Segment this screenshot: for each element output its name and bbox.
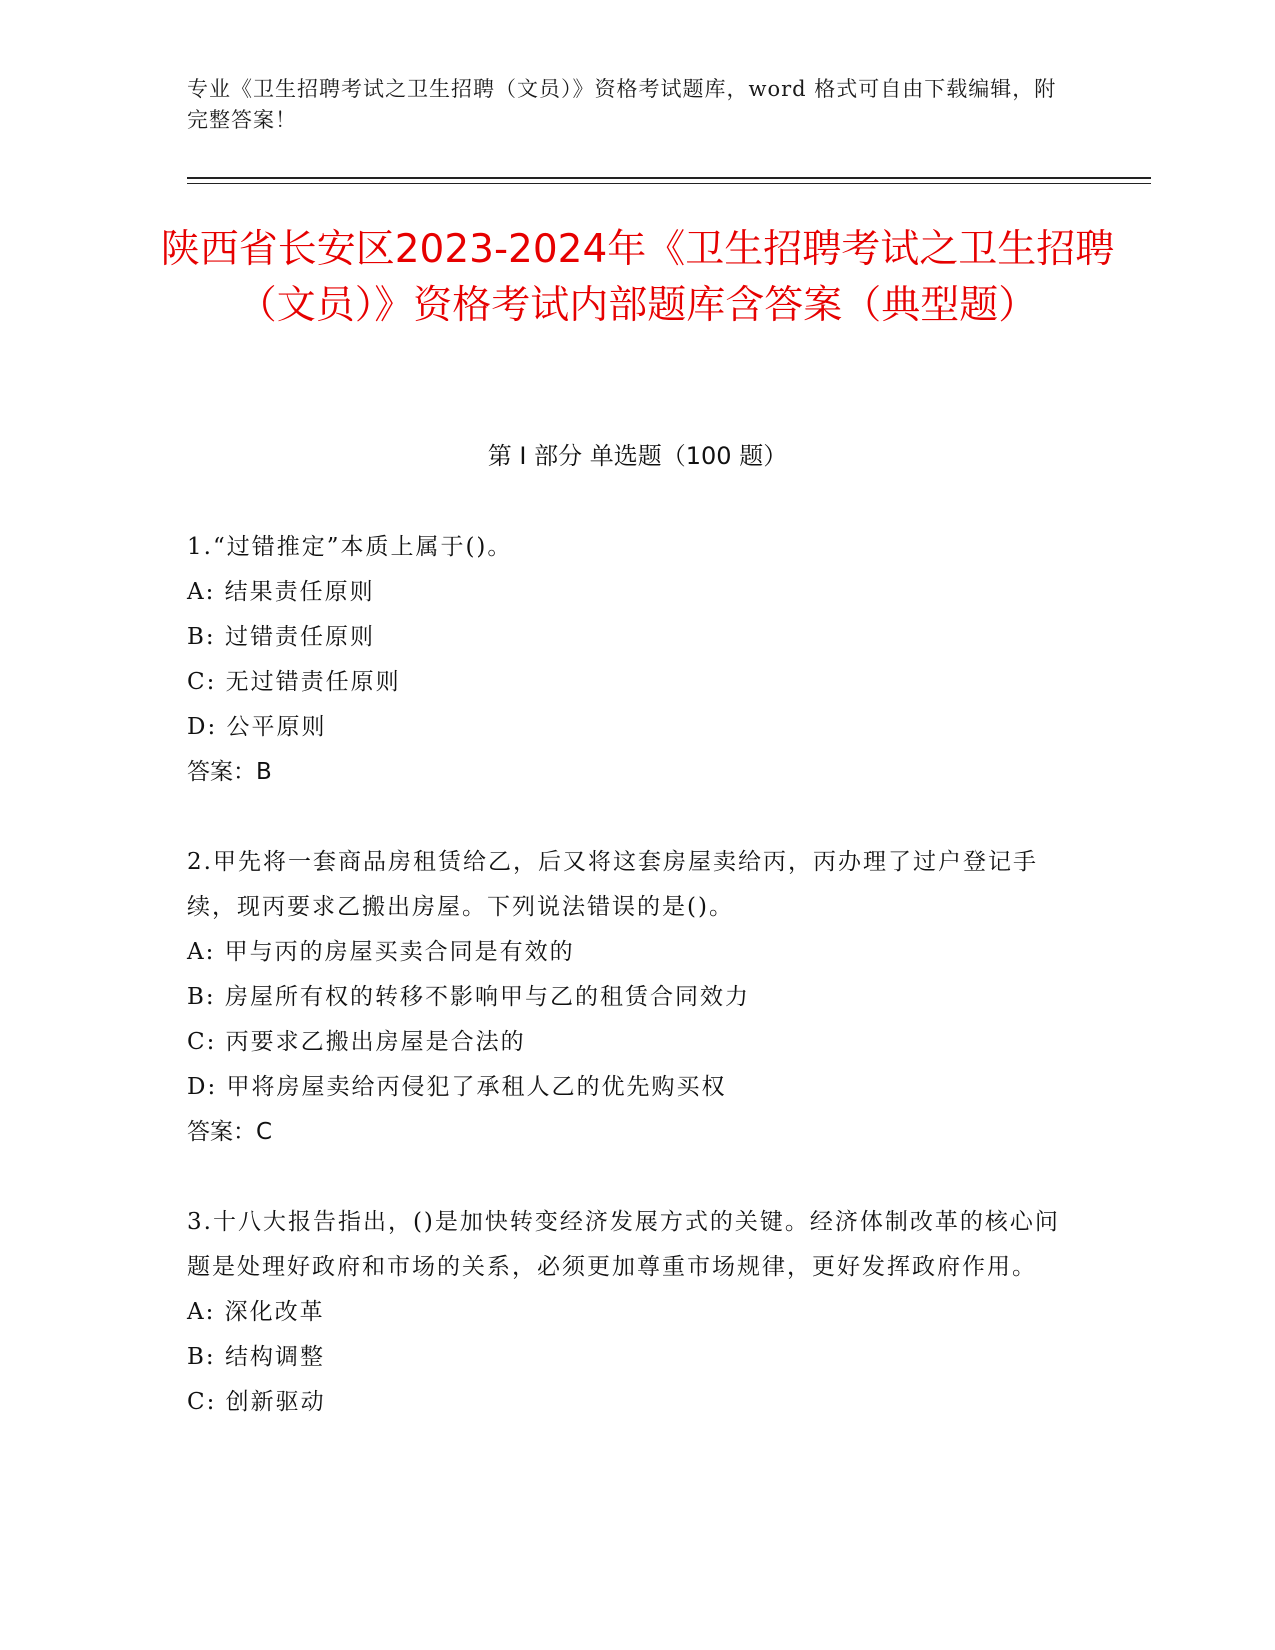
option-d: D: 甲将房屋卖给丙侵犯了承租人乙的优先购买权: [187, 1074, 727, 1100]
option-d: D: 公平原则: [187, 714, 327, 740]
question-3: [187, 1200, 1067, 1425]
option-c: C: 无过错责任原则: [187, 669, 401, 695]
header-rule-thin: [187, 183, 1151, 184]
option-b: B: 过错责任原则: [187, 624, 375, 650]
header-note: 专业《卫生招聘考试之卫生招聘（文员）》资格考试题库，word 格式可自由下载编辑，附完整答案！: [187, 77, 1057, 132]
question-stem: 2.甲先将一套商品房租赁给乙，后又将这套房屋卖给丙，丙办理了过户登记手续，现丙要求乙搬出房屋。下列说法错误的是()。: [187, 849, 1038, 920]
question-list: [187, 525, 1067, 1470]
question-2: [187, 840, 1067, 1155]
answer: 答案：B: [187, 759, 272, 785]
option-c: C: 丙要求乙搬出房屋是合法的: [187, 1029, 526, 1055]
option-a: A: 结果责任原则: [187, 579, 375, 605]
option-a: A: 甲与丙的房屋买卖合同是有效的: [187, 939, 575, 965]
option-b: B: 房屋所有权的转移不影响甲与乙的租赁合同效力: [187, 984, 750, 1010]
document-title: 陕西省长安区2023-2024年《卫生招聘考试之卫生招聘（文员）》资格考试内部题库含答案（典型题）: [160, 227, 1115, 328]
question-stem: 3.十八大报告指出，()是加快转变经济发展方式的关键。经济体制改革的核心问题是处理好政府和市场的关系，必须更加尊重市场规律，更好发挥政府作用。: [187, 1209, 1060, 1280]
question-stem: 1.“过错推定”本质上属于()。: [187, 534, 513, 560]
header-rule-thick: [187, 177, 1151, 179]
answer: 答案：C: [187, 1119, 273, 1145]
option-a: A: 深化改革: [187, 1299, 325, 1325]
section-title: 第 I 部分 单选题（100 题）: [487, 442, 788, 470]
question-1: [187, 525, 1067, 795]
option-b: B: 结构调整: [187, 1344, 325, 1370]
option-c: C: 创新驱动: [187, 1389, 326, 1415]
